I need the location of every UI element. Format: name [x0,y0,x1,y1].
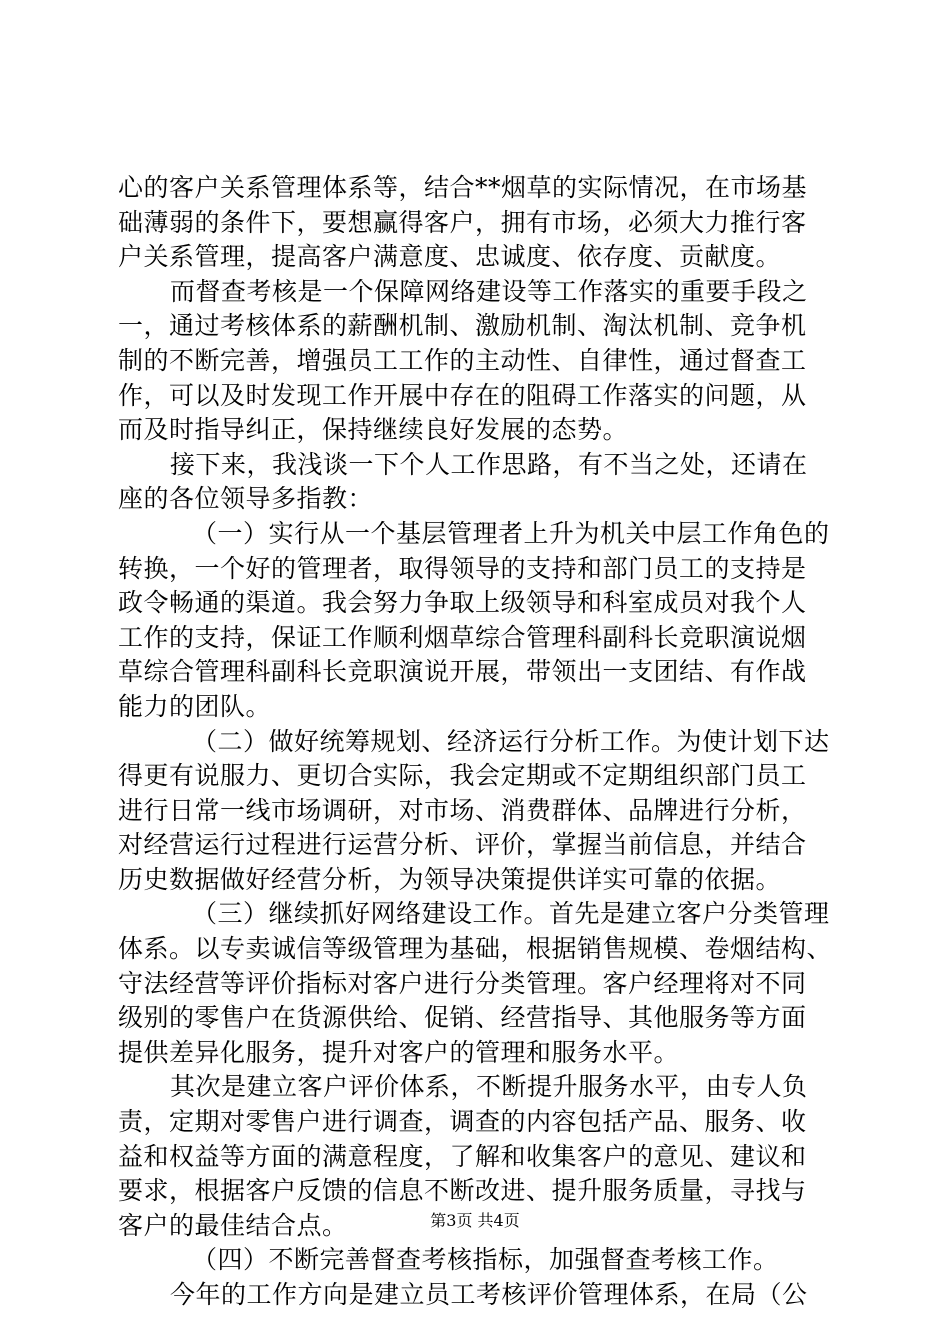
paragraph-start-line: 接下来，我浅谈一下个人工作思路，有不当之处，还请在 [170,449,808,479]
section-heading-line: （一）实行从一个基层管理者上升为机关中层工作角色的 [192,518,830,548]
text-line: 历史数据做好经营分析，为领导决策提供详实可靠的依据。 [118,864,782,894]
text-line: 础薄弱的条件下，要想赢得客户，拥有市场，必须大力推行客 [118,207,807,237]
text-line: 转换，一个好的管理者，取得领导的支持和部门员工的支持是 [118,553,807,583]
section-heading-line: （二）做好统筹规划、经济运行分析工作。为使计划下达 [192,726,830,756]
paragraph-start-line: 今年的工作方向是建立员工考核评价管理体系，在局（公 [170,1280,808,1309]
text-line: 户关系管理，提高客户满意度、忠诚度、依存度、贡献度。 [118,242,782,272]
section-heading-line: （四）不断完善督查考核指标，加强督查考核工作。 [192,1245,779,1275]
text-line: 进行日常一线市场调研，对市场、消费群体、品牌进行分析， [118,795,807,825]
text-line: 制的不断完善，增强员工工作的主动性、自律性，通过督查工 [118,345,807,375]
text-line: 能力的团队。 [118,691,272,721]
text-line: 对经营运行过程进行运营分析、评价，掌握当前信息，并结合 [118,830,807,860]
text-line: 作，可以及时发现工作开展中存在的阻碍工作落实的问题，从 [118,380,807,410]
text-line: 责，定期对零售户进行调查，调查的内容包括产品、服务、收 [118,1107,807,1137]
page-number-footer: 第3页 共4页 [430,1211,520,1230]
text-line: 座的各位领导多指教： [118,484,374,514]
paragraph-start-line: 其次是建立客户评价体系，不断提升服务水平，由专人负 [170,1072,808,1102]
text-line: 心的客户关系管理体系等，结合**烟草的实际情况，在市场基 [118,173,808,202]
text-line: 益和权益等方面的满意程度，了解和收集客户的意见、建议和 [118,1141,807,1171]
text-line: 提供差异化服务，提升对客户的管理和服务水平。 [118,1037,680,1067]
text-line: 工作的支持，保证工作顺利烟草综合管理科副科长竞职演说烟 [118,622,807,652]
document-body [118,171,834,1313]
text-line: 客户的最佳结合点。 [118,1210,348,1240]
text-line: 级别的零售户在货源供给、促销、经营指导、其他服务等方面 [118,1003,807,1033]
text-line: 政令畅通的渠道。我会努力争取上级领导和科室成员对我个人 [118,588,807,618]
text-line: 而及时指导纠正，保持继续良好发展的态势。 [118,415,629,445]
text-line: 要求，根据客户反馈的信息不断改进、提升服务质量，寻找与 [118,1176,807,1206]
text-line: 得更有说服力、更切合实际，我会定期或不定期组织部门员工 [118,761,807,791]
text-line: 一，通过考核体系的薪酬机制、激励机制、淘汰机制、竞争机 [118,311,807,341]
text-line: 守法经营等评价指标对客户进行分类管理。客户经理将对不同 [118,968,807,998]
paragraph-start-line: 而督查考核是一个保障网络建设等工作落实的重要手段之 [170,276,808,306]
section-heading-line: （三）继续抓好网络建设工作。首先是建立客户分类管理 [192,899,830,929]
text-line: 草综合管理科副科长竞职演说开展，带领出一支团结、有作战 [118,657,807,687]
text-line: 体系。以专卖诚信等级管理为基础，根据销售规模、卷烟结构、 [118,934,833,964]
